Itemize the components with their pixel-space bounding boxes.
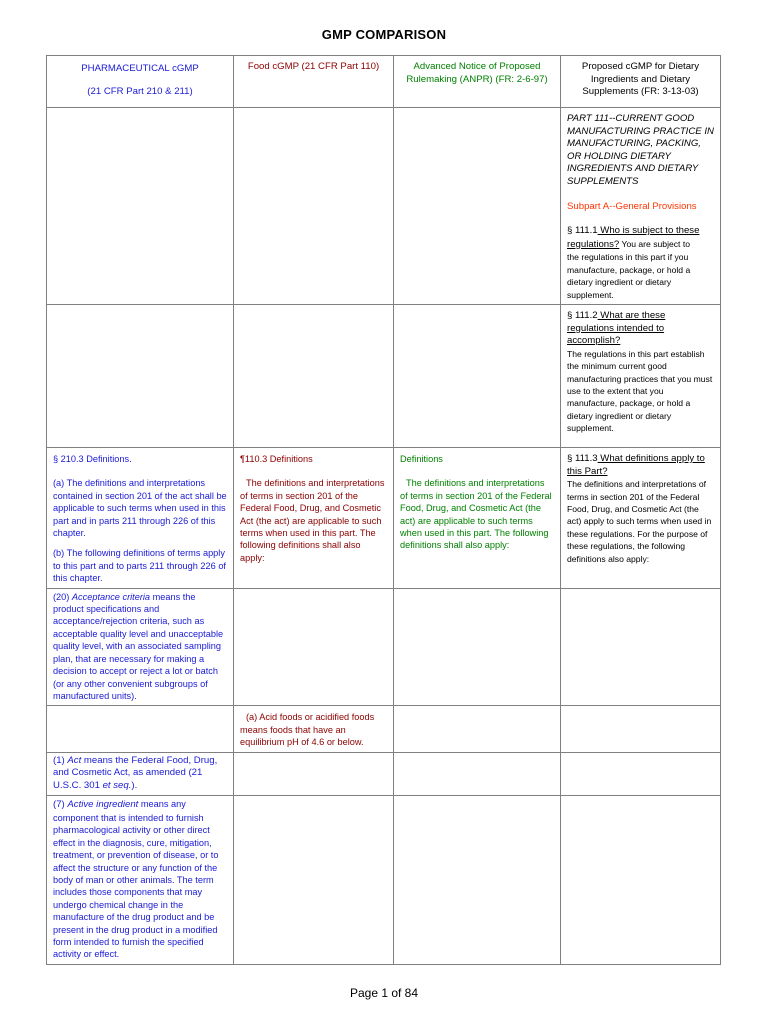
active-ingredient-definition	[53, 798, 227, 960]
definition-number: (7)	[53, 799, 68, 811]
header-anpr	[394, 56, 561, 108]
cell-empty	[47, 706, 234, 752]
cell-empty	[561, 706, 721, 752]
cell-empty	[234, 752, 394, 796]
definition-text: means any component that is intended to furnish pharmacological activity or other direct effect in the diagnosis, cure, mitigation, treatment, or prevention of disease, or to affect the structure or any function of the body of man or other animals. The term includes those components that may undergo chemical change in the manufacture of the drug product and be present in the drug product in a modified form intended to furnish the specified activity or effect.	[53, 799, 219, 960]
section-question: What are these regulations intended to accomplish?	[567, 310, 666, 347]
definitions-a: (a) The definitions and interpretations contained in section 201 of the act shall be applicable to such terms when used in this part and in parts 211 through 226 of this chapter.	[53, 478, 227, 539]
table-row	[47, 305, 721, 448]
cell-empty	[394, 752, 561, 796]
definition-term: Acceptance criteria	[71, 591, 151, 602]
cell-111-2	[561, 305, 721, 448]
definition-number: (20)	[53, 591, 72, 602]
definition-term: Act	[67, 754, 82, 766]
cell-empty	[394, 108, 561, 305]
section-question: Who is subject to these regulations?	[567, 225, 700, 250]
header-proposed	[561, 56, 721, 108]
cell-empty	[561, 752, 721, 796]
cell-111-3-definitions	[561, 448, 721, 589]
header-row	[47, 56, 721, 108]
header-pharmaceutical-cfr: (21 CFR Part 210 & 211)	[87, 86, 193, 97]
subpart-a-heading: Subpart A--General Provisions	[567, 200, 697, 212]
cell-empty	[394, 706, 561, 752]
anpr-definitions-title: Definitions	[400, 454, 443, 464]
table-row	[47, 108, 721, 305]
definitions-title: § 210.3 Definitions.	[53, 454, 132, 464]
header-pharmaceutical	[47, 56, 234, 108]
cell-part111	[561, 108, 721, 305]
acceptance-criteria-definition	[53, 591, 227, 703]
cell-empty	[561, 796, 721, 964]
cell-empty	[234, 796, 394, 964]
section-111-2	[567, 310, 714, 348]
act-definition	[53, 755, 227, 793]
cell-acceptance-criteria	[47, 588, 234, 706]
definition-end: ).	[131, 779, 138, 791]
cell-empty	[394, 796, 561, 964]
cell-210-3-definitions	[47, 448, 234, 589]
table-row	[47, 706, 721, 752]
definition-number: (1)	[53, 754, 68, 766]
part111-heading: PART 111--CURRENT GOOD MANUFACTURING PRACTICE IN MANUFACTURING, PACKING, OR HOLDING DIETARY INGREDIENTS AND DIETARY SUPPLEMENTS	[567, 113, 714, 187]
page-title: GMP COMPARISON	[321, 27, 447, 42]
table-row	[47, 796, 721, 964]
cell-empty	[234, 305, 394, 448]
section-111-3-answer: The definitions and interpretations of terms in section 201 of the Federal Food, Drug, and Cosmetic Act (the act) apply to such terms when used in these regulations. For the purpose of these regulations, the following definitions also apply:	[567, 479, 712, 564]
cell-active-ingredient	[47, 796, 234, 964]
section-111-2-answer: The regulations in this part establish the minimum current good manufacturing practices that you must use to the extent that you manufacture, package, or hold a dietary ingredient or dietary supplement.	[567, 348, 713, 434]
definition-term: Active ingredient	[67, 799, 139, 811]
gmp-comparison-table	[46, 55, 721, 965]
section-111-3	[567, 453, 714, 478]
cell-110-3-definitions	[234, 448, 394, 589]
acid-foods-definition: (a) Acid foods or acidified foods means foods that have an equilibrium pH of 4.6 or below.	[240, 712, 375, 748]
food-definitions-title: ¶110.3 Definitions	[240, 454, 313, 464]
header-food	[234, 56, 394, 108]
definition-text: means the product specifications and acceptance/rejection criteria, such as acceptable quality level and unacceptable quality level, with an associated sampling plan, that are necessary for making a decision to accept or reject a lot or batch (or any other convenient subgroups of manufactured units).	[53, 591, 224, 701]
header-proposed-title: Proposed cGMP for Dietary Ingredients and Dietary Supplements (FR: 3-13-03)	[581, 61, 700, 98]
section-111-1	[567, 225, 714, 251]
cell-empty	[234, 108, 394, 305]
cell-empty	[561, 588, 721, 706]
food-definitions-text: The definitions and interpretations of terms in section 201 of the Federal Food, Drug, and Cosmetic Act (the act) are applicable to such terms when used in this part. The following definitions shall also apply:	[240, 478, 385, 563]
cell-empty	[394, 588, 561, 706]
header-pharmaceutical-title: PHARMACEUTICAL cGMP	[81, 63, 199, 74]
definition-et-seq: et seq.	[102, 779, 132, 791]
anpr-definitions-text: The definitions and interpretations of terms in section 201 of the Federal Food, Drug, and Cosmetic Act (the act) are applicable to such terms when used in this part. The following definitions shall also apply:	[400, 478, 552, 551]
cell-empty	[394, 305, 561, 448]
section-number: § 111.3	[567, 453, 598, 464]
header-food-title: Food cGMP (21 CFR Part 110)	[247, 61, 380, 72]
page-footer: Page 1 of 84	[349, 986, 419, 1000]
definition-text: means the Federal Food, Drug, and Cosmetic Act, as amended (21 U.S.C. 301	[53, 754, 218, 791]
table-row	[47, 752, 721, 796]
cell-act	[47, 752, 234, 796]
definitions-b: (b) The following definitions of terms apply to this part and to parts 211 through 226 of this chapter.	[53, 548, 226, 584]
table-row	[47, 448, 721, 589]
cell-empty	[47, 305, 234, 448]
section-number: § 111.1	[567, 225, 598, 237]
table-row	[47, 588, 721, 706]
cell-empty	[234, 588, 394, 706]
header-anpr-title: Advanced Notice of Proposed Rulemaking (ANPR) (FR: 2-6-97)	[406, 61, 548, 85]
cell-anpr-definitions	[394, 448, 561, 589]
section-question: What definitions apply to this Part?	[567, 453, 705, 477]
cell-empty	[47, 108, 234, 305]
section-answer: You are subject to	[619, 238, 690, 249]
section-111-1-answer: the regulations in this part if you manufacture, package, or hold a dietary ingredient or dietary supplement.	[567, 252, 691, 300]
cell-acid-foods	[234, 706, 394, 752]
section-number: § 111.2	[567, 310, 598, 321]
